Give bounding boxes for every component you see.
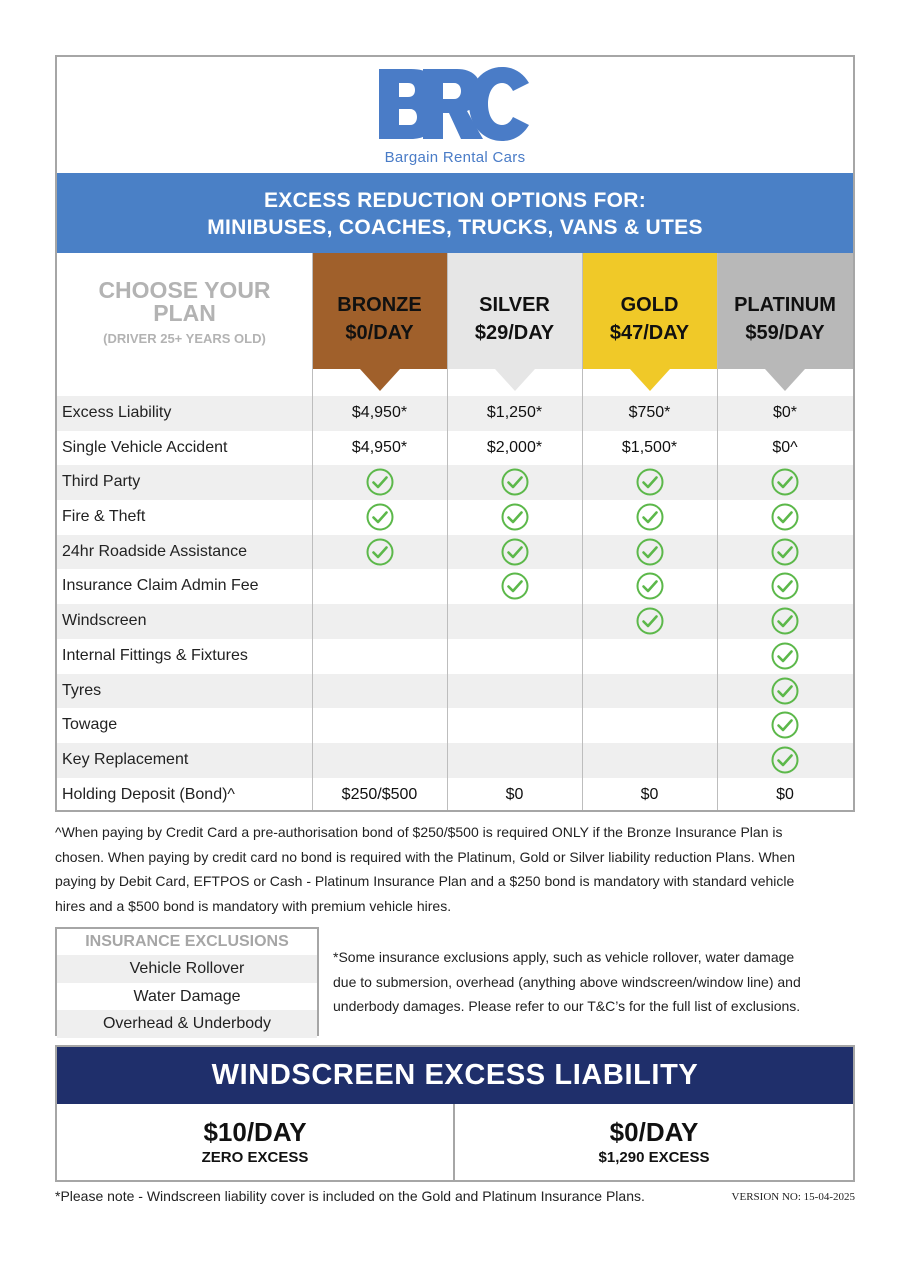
plan-comparison-card: [55, 55, 855, 812]
plan-name: SILVER: [479, 294, 550, 316]
windscreen-option-label: $1,290 EXCESS: [598, 1149, 710, 1166]
coverage-row: [57, 535, 853, 570]
check-circle-icon: [582, 535, 717, 570]
check-circle-icon: [717, 743, 853, 778]
coverage-label: Single Vehicle Accident: [62, 438, 228, 456]
version-number: VERSION NO: 15-04-2025: [731, 1191, 855, 1203]
empty-cell: [582, 639, 717, 674]
empty-cell: [312, 604, 447, 639]
check-circle-icon: [717, 535, 853, 570]
coverage-label: Excess Liability: [62, 404, 172, 421]
bond-note-line: paying by Debit Card, EFTPOS or Cash - Platinum Insurance Plan and a $250 bond is mandatory with standard vehicle: [55, 873, 795, 889]
coverage-label: Internal Fittings & Fixtures: [62, 646, 248, 664]
bond-note-line: hires and a $500 bond is mandatory with premium vehicle hires.: [55, 897, 452, 914]
empty-cell: [447, 674, 582, 709]
plan-header-platinum: [717, 253, 853, 396]
check-circle-icon: [717, 674, 853, 709]
coverage-label: 24hr Roadside Assistance: [62, 542, 247, 560]
plan-price: $29/DAY: [474, 322, 555, 344]
empty-cell: [447, 639, 582, 674]
plan-header-box: [582, 253, 717, 369]
column-divider: [717, 253, 718, 810]
title-line-2: MINIBUSES, COACHES, TRUCKS, VANS & UTES: [207, 216, 703, 239]
plan-price: $0/DAY: [345, 322, 414, 344]
coverage-value: $0: [776, 785, 794, 803]
check-circle-icon: [582, 500, 717, 535]
plan-header-box: [312, 253, 447, 369]
driver-age-note: (DRIVER 25+ YEARS OLD): [103, 331, 266, 346]
plan-price: $59/DAY: [745, 322, 825, 344]
check-circle-icon: [312, 500, 447, 535]
empty-cell: [312, 569, 447, 604]
plan-header-gold: [582, 253, 717, 396]
plan-header-box: [447, 253, 582, 369]
coverage-label: Tyres: [62, 681, 102, 699]
column-divider: [582, 253, 583, 810]
plan-pointer-icon: [630, 369, 670, 391]
exclusion-item: Vehicle Rollover: [57, 955, 317, 983]
plan-name: GOLD: [620, 294, 679, 316]
coverage-row: [57, 743, 853, 778]
insurance-exclusions-box: [55, 927, 319, 1036]
coverage-value: $0*: [772, 404, 798, 421]
windscreen-option-label: ZERO EXCESS: [201, 1149, 309, 1166]
coverage-row: [57, 639, 853, 674]
windscreen-option-price: $0/DAY: [609, 1117, 699, 1147]
empty-cell: [312, 743, 447, 778]
coverage-row: [57, 465, 853, 500]
brand-tagline: Bargain Rental Cars: [384, 149, 526, 166]
empty-cell: [582, 743, 717, 778]
coverage-value: $1,250*: [486, 404, 543, 421]
plan-header-bronze: [312, 253, 447, 396]
brc-logo-icon: [377, 63, 533, 147]
check-circle-icon: [582, 569, 717, 604]
bond-note: [55, 820, 855, 918]
coverage-value: $250/$500: [341, 785, 418, 803]
check-circle-icon: [717, 465, 853, 500]
coverage-value: $0: [640, 785, 659, 803]
coverage-label: Insurance Claim Admin Fee: [62, 577, 259, 595]
check-circle-icon: [582, 604, 717, 639]
plan-pointer-icon: [495, 369, 535, 391]
coverage-row: [57, 396, 853, 431]
coverage-value: $750*: [628, 404, 671, 421]
windscreen-title: WINDSCREEN EXCESS LIABILITY: [57, 1047, 853, 1104]
windscreen-option-price: $10/DAY: [203, 1117, 307, 1147]
check-circle-icon: [447, 535, 582, 570]
check-circle-icon: [717, 500, 853, 535]
coverage-row: [57, 604, 853, 639]
footer-note: *Please note - Windscreen liability cover is included on the Gold and Platinum Insurance Plans.: [55, 1188, 645, 1204]
coverage-row: [57, 674, 853, 709]
windscreen-excess-box: [55, 1045, 855, 1182]
check-circle-icon: [717, 708, 853, 743]
brand-logo: [57, 57, 853, 173]
choose-plan-heading: [57, 253, 312, 396]
check-circle-icon: [447, 569, 582, 604]
coverage-row: [57, 778, 853, 813]
plan-pointer-icon: [360, 369, 400, 391]
plan-name: PLATINUM: [734, 294, 836, 316]
coverage-label: Fire & Theft: [62, 508, 146, 526]
empty-cell: [582, 674, 717, 709]
windscreen-option-zero-excess: [57, 1104, 455, 1180]
exclusions-title: INSURANCE EXCLUSIONS: [85, 933, 289, 950]
coverage-value: $0: [505, 785, 524, 803]
coverage-label: Third Party: [62, 473, 141, 491]
check-circle-icon: [717, 604, 853, 639]
coverage-rows: [57, 396, 853, 812]
plan-header-box: [717, 253, 853, 369]
check-circle-icon: [447, 465, 582, 500]
coverage-value: $4,950*: [351, 438, 408, 456]
empty-cell: [582, 708, 717, 743]
check-circle-icon: [717, 639, 853, 674]
coverage-label: Windscreen: [62, 612, 147, 630]
coverage-label: Key Replacement: [62, 750, 189, 768]
plan-name: BRONZE: [337, 294, 422, 316]
empty-cell: [312, 639, 447, 674]
check-circle-icon: [717, 569, 853, 604]
check-circle-icon: [447, 500, 582, 535]
coverage-value: $1,500*: [621, 438, 678, 456]
coverage-row: [57, 431, 853, 466]
coverage-row: [57, 500, 853, 535]
bond-note-line: ^When paying by Credit Card a pre-authorisation bond of $250/$500 is required ONLY if the Bronze Insurance Plan is: [55, 824, 783, 840]
coverage-value: $0^: [772, 438, 798, 456]
exclusions-note: [333, 945, 853, 1019]
choose-plan-title-line-2: PLAN: [153, 300, 216, 326]
column-divider: [447, 253, 448, 810]
coverage-value: $4,950*: [351, 404, 408, 421]
empty-cell: [312, 674, 447, 709]
bond-note-line: chosen. When paying by credit card no bond is required with the Platinum, Gold or Silver liability reduction Plans. When: [55, 848, 796, 865]
coverage-label: Towage: [62, 716, 118, 734]
coverage-row: [57, 708, 853, 743]
check-circle-icon: [312, 535, 447, 570]
exclusion-item: Water Damage: [133, 987, 241, 1005]
check-circle-icon: [582, 465, 717, 500]
column-divider: [312, 253, 313, 810]
plan-header-silver: [447, 253, 582, 396]
plan-price: $47/DAY: [609, 322, 690, 344]
empty-cell: [447, 604, 582, 639]
exclusions-note-line: *Some insurance exclusions apply, such as vehicle rollover, water damage: [333, 949, 795, 965]
coverage-label: Holding Deposit (Bond)^: [62, 785, 235, 803]
coverage-row: [57, 569, 853, 604]
choose-plan-title: [57, 279, 312, 325]
title-banner: [57, 173, 853, 253]
exclusions-note-line: due to submersion, overhead (anything above windscreen/window line) and: [333, 973, 801, 990]
check-circle-icon: [312, 465, 447, 500]
coverage-value: $2,000*: [486, 438, 543, 456]
windscreen-option-standard: [455, 1104, 853, 1180]
title-line-1: EXCESS REDUCTION OPTIONS FOR:: [263, 189, 647, 212]
exclusion-item: Overhead & Underbody: [57, 1010, 317, 1038]
choose-plan-title-line-1: CHOOSE YOUR: [98, 277, 271, 303]
empty-cell: [447, 708, 582, 743]
empty-cell: [447, 743, 582, 778]
empty-cell: [312, 708, 447, 743]
plan-pointer-icon: [765, 369, 805, 391]
exclusions-note-line: underbody damages. Please refer to our T&C’s for the full list of exclusions.: [333, 998, 801, 1014]
